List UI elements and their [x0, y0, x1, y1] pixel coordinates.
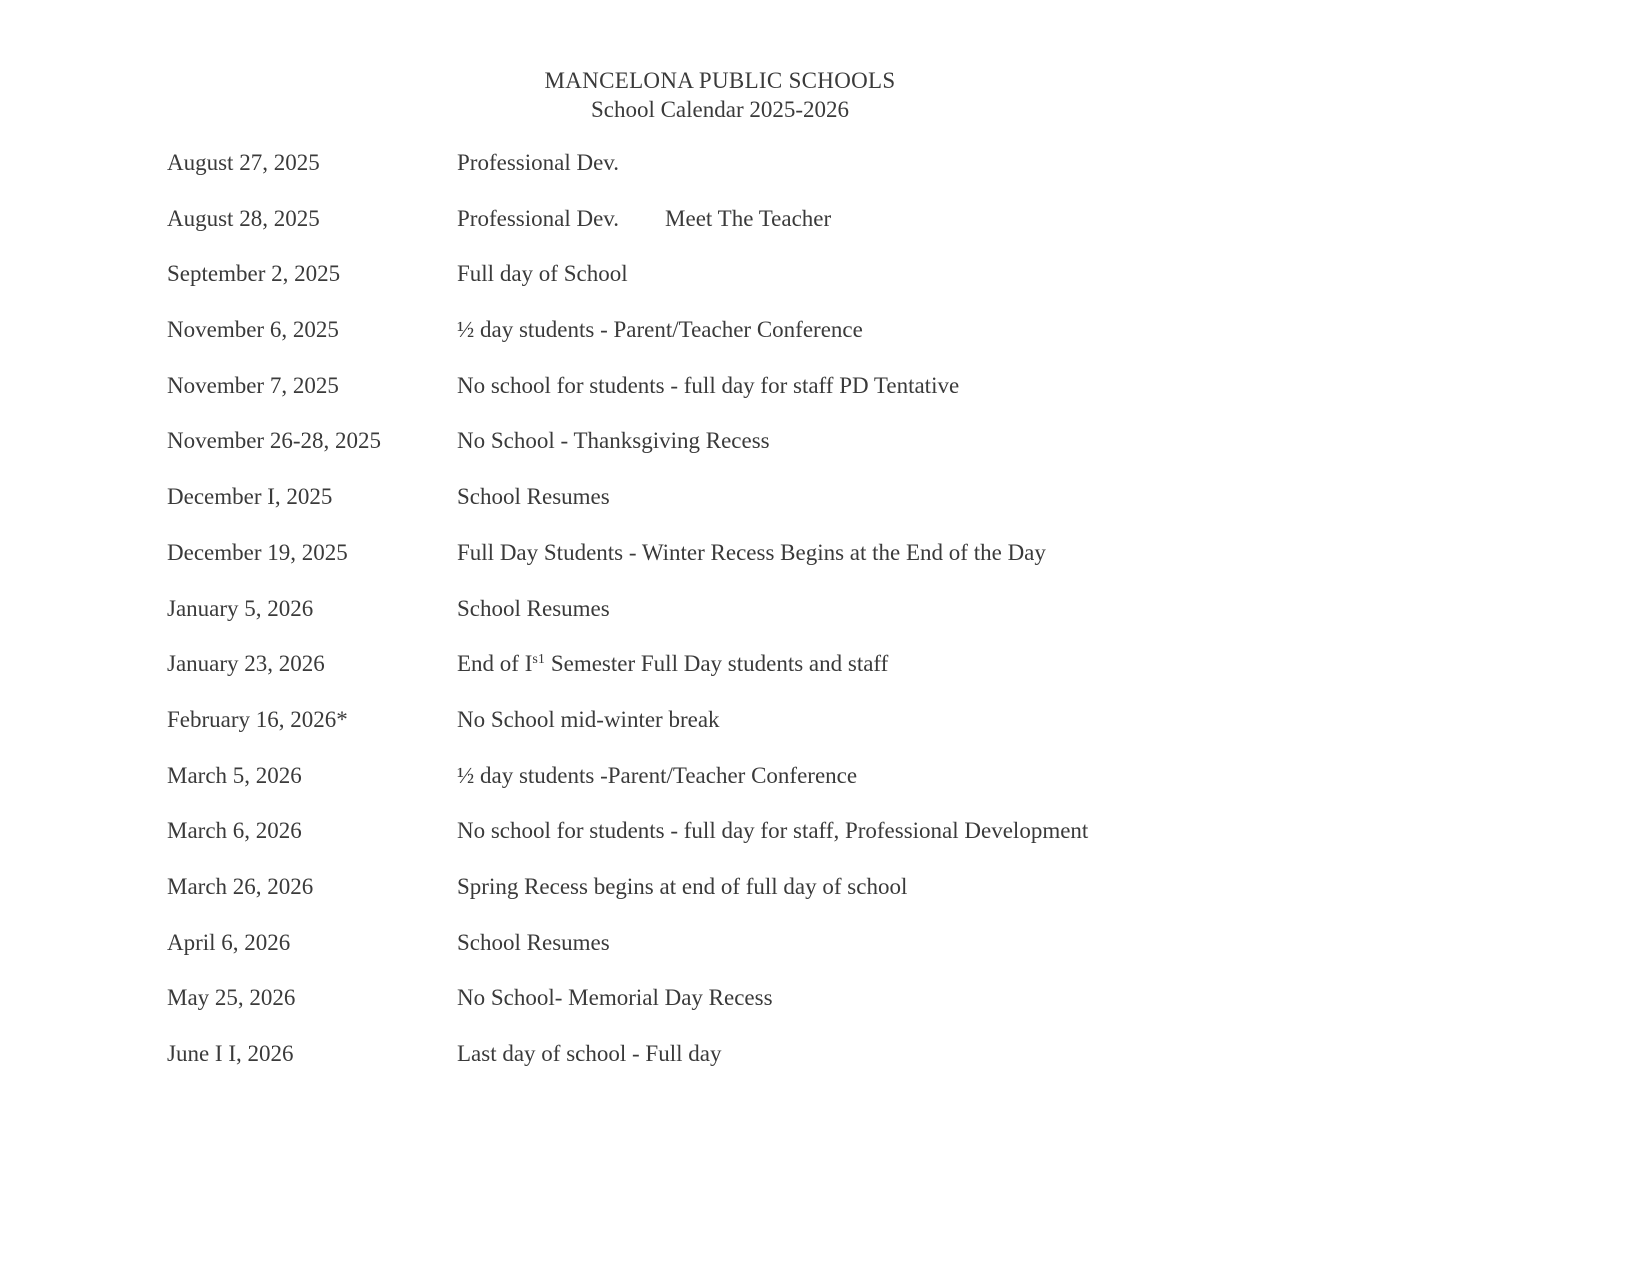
event-text: No School- Memorial Day Recess	[457, 985, 773, 1011]
row-event	[457, 985, 773, 1011]
calendar-row	[167, 373, 1467, 429]
row-event	[457, 1041, 721, 1067]
calendar-row	[167, 707, 1467, 763]
calendar-row	[167, 874, 1467, 930]
event-text: Spring Recess begins at end of full day of school	[457, 873, 908, 899]
calendar-row	[167, 428, 1467, 484]
event-text: School Resumes	[457, 595, 610, 621]
row-date: March 6, 2026	[167, 818, 302, 844]
row-date: February 16, 2026*	[167, 706, 348, 732]
calendar-header	[440, 66, 1000, 124]
event-text-post: Semester Full Day students and staff	[550, 651, 889, 677]
row-date: June I I, 2026	[167, 1041, 294, 1066]
calendar-row	[167, 261, 1467, 317]
calendar-row	[167, 206, 1467, 262]
calendar-row	[167, 763, 1467, 819]
calendar-title: School Calendar 2025-2026	[590, 97, 850, 122]
event-extra: Meet The Teacher	[665, 205, 832, 231]
event-text: School Resumes	[457, 929, 610, 955]
calendar-list	[167, 150, 1467, 1097]
calendar-row	[167, 317, 1467, 373]
row-event	[457, 707, 720, 733]
event-text: No School - Thanksgiving Recess	[457, 428, 770, 454]
calendar-row	[167, 930, 1467, 986]
event-text: ½ day students -Parent/Teacher Conference	[457, 762, 858, 788]
row-date: November 7, 2025	[167, 372, 339, 398]
calendar-row	[167, 150, 1467, 206]
row-event	[457, 874, 907, 900]
row-date: April 6, 2026	[167, 929, 291, 955]
row-date: May 25, 2026	[167, 985, 296, 1011]
event-text: Last day of school - Full day	[457, 1041, 722, 1066]
event-text: Full day of School	[457, 261, 628, 287]
calendar-row	[167, 818, 1467, 874]
row-event	[457, 373, 959, 399]
row-date: March 26, 2026	[167, 873, 314, 899]
event-text: Full Day Students - Winter Recess Begins at the End of the Day	[457, 539, 1046, 565]
row-date: November 26-28, 2025	[167, 428, 381, 454]
calendar-row	[167, 596, 1467, 652]
row-date: January 23, 2026	[167, 651, 325, 677]
row-date: August 28, 2025	[167, 205, 320, 231]
row-event	[457, 596, 610, 622]
row-date: August 27, 2025	[167, 150, 320, 175]
event-text: Professional Dev.	[457, 205, 620, 231]
event-text: Professional Dev.	[457, 150, 620, 175]
row-date: March 5, 2026	[167, 762, 302, 788]
calendar-row	[167, 484, 1467, 540]
row-event	[457, 206, 831, 232]
row-date: January 5, 2026	[167, 595, 314, 621]
row-event	[457, 651, 888, 677]
row-date: November 6, 2025	[167, 317, 339, 343]
row-event	[457, 930, 610, 956]
row-event	[457, 484, 610, 510]
event-text: No school for students - full day for staff, Professional Development	[457, 818, 1089, 844]
event-text: No School mid-winter break	[457, 706, 720, 732]
row-event	[457, 763, 857, 789]
event-superscript: s1	[532, 652, 545, 668]
calendar-row	[167, 1041, 1467, 1097]
row-event	[457, 818, 1088, 844]
calendar-row	[167, 651, 1467, 707]
row-event	[457, 428, 770, 454]
event-text: No school for students - full day for staff PD Tentative	[457, 372, 960, 398]
event-text: School Resumes	[457, 484, 610, 510]
calendar-row	[167, 540, 1467, 596]
row-date: December 19, 2025	[167, 539, 348, 565]
row-event	[457, 150, 619, 176]
school-name: MANCELONA PUBLIC SCHOOLS	[544, 68, 896, 93]
event-text-pre: End of I	[457, 651, 533, 677]
row-date: December I, 2025	[167, 484, 333, 510]
row-date: September 2, 2025	[167, 261, 341, 287]
event-text: ½ day students - Parent/Teacher Conference	[457, 317, 863, 343]
row-event	[457, 261, 628, 287]
row-event	[457, 540, 1046, 566]
calendar-row	[167, 985, 1467, 1041]
row-event	[457, 317, 863, 343]
